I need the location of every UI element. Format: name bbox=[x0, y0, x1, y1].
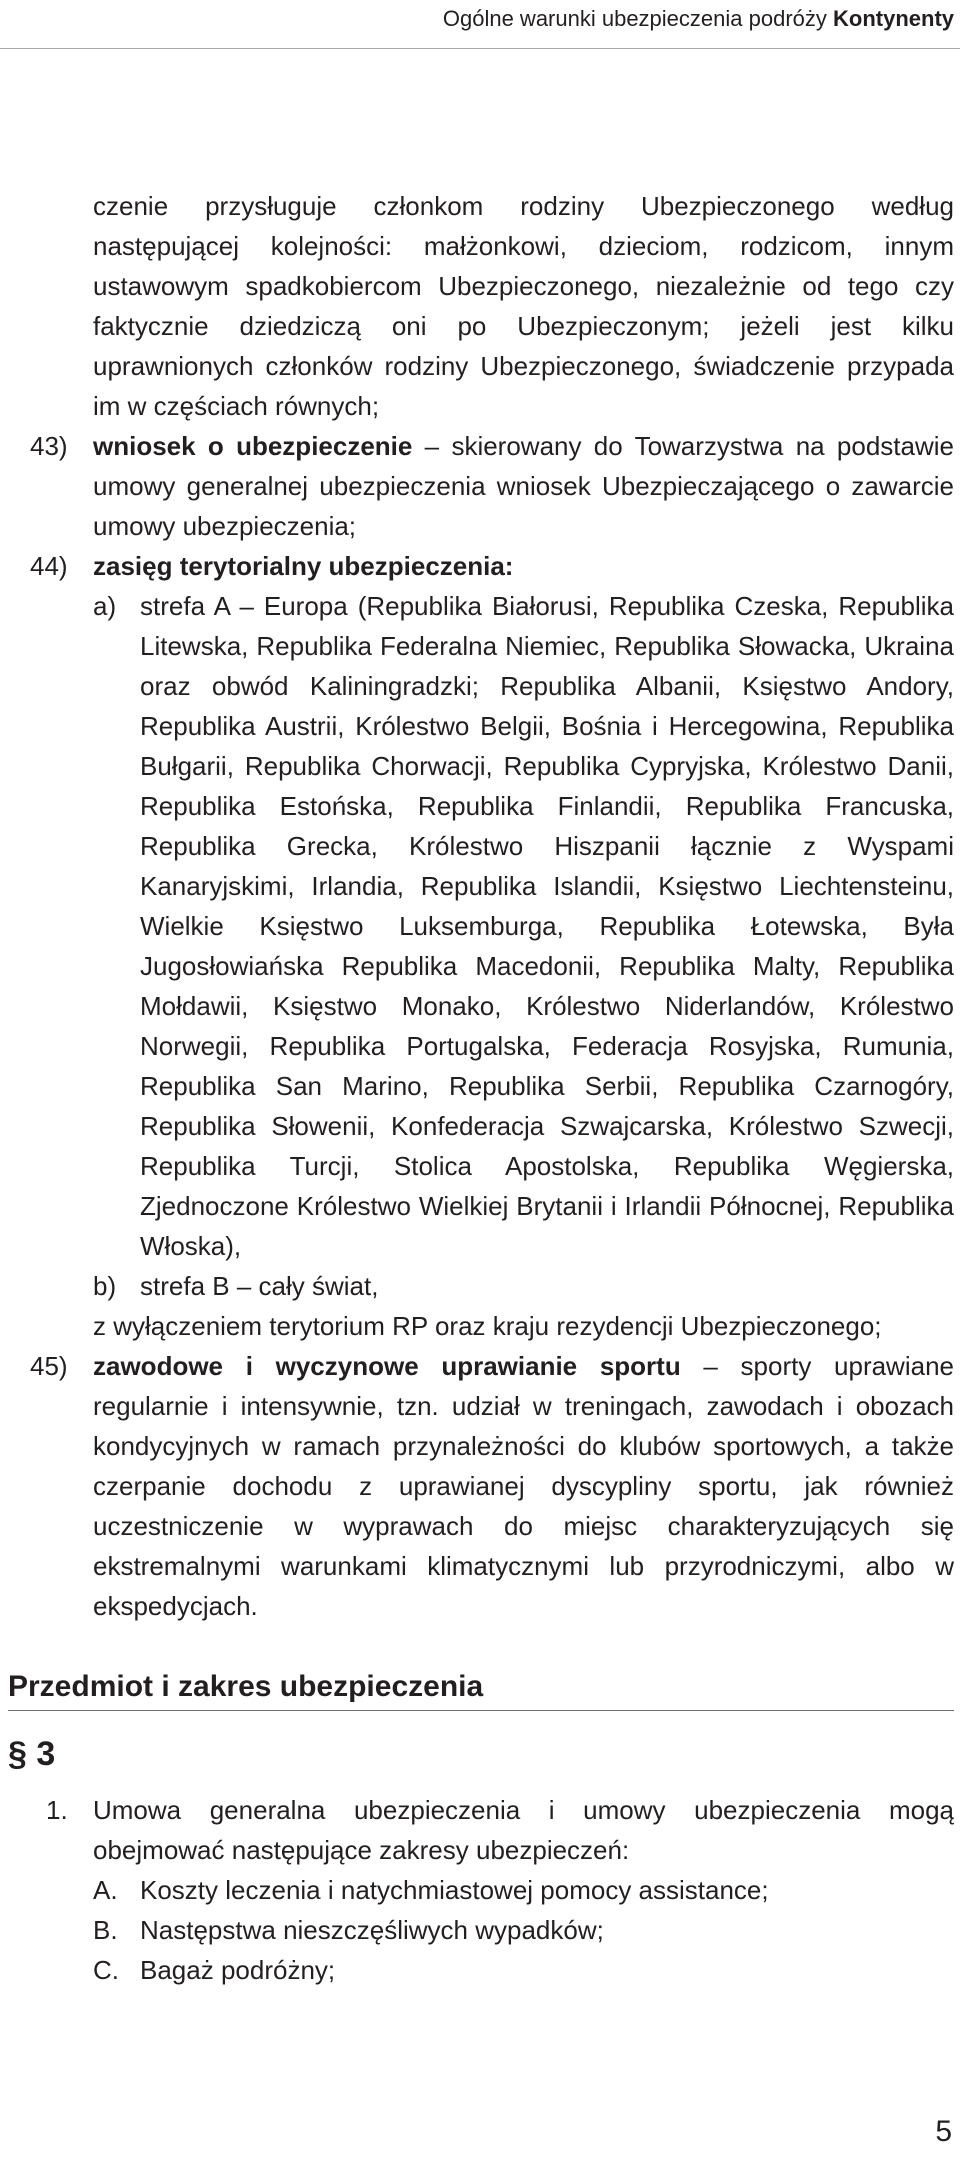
zone-text: strefa B – cały świat, bbox=[140, 1271, 379, 1301]
definition-term: wniosek o ubezpieczenie bbox=[93, 431, 413, 461]
definition-number: 45) bbox=[30, 1351, 68, 1381]
document-title-regular: Ogólne warunki ubezpieczenia podróży bbox=[442, 6, 833, 31]
definition-text: – skierowany do Towarzystwa na podstawie umowy generalnej ubezpieczenia wniosek Ubezpieczającego o zawarcie umowy ubezpieczenia; bbox=[93, 431, 954, 541]
scope-c bbox=[0, 1950, 960, 1990]
zone-label: a) bbox=[93, 591, 117, 621]
scope-text: Bagaż podróżny; bbox=[140, 1955, 336, 1985]
paragraph-sign: § 3 bbox=[8, 1735, 56, 1773]
definition-45 bbox=[0, 1346, 960, 1626]
zone-b bbox=[0, 1266, 960, 1306]
clause-text: Umowa generalna ubezpieczenia i umowy ubezpieczenia mogą obejmować następujące zakresy ubezpieczeń: bbox=[93, 1795, 954, 1865]
section-heading: Przedmiot i zakres ubezpieczenia bbox=[8, 1668, 954, 1711]
scope-text: Koszty leczenia i natychmiastowej pomocy assistance; bbox=[140, 1875, 769, 1905]
scope-label: C. bbox=[93, 1955, 119, 1985]
zones-exclusion: z wyłączeniem terytorium RP oraz kraju rezydencji Ubezpieczonego; bbox=[93, 1311, 882, 1341]
page-number: 5 bbox=[935, 2115, 952, 2148]
definition-term: zawodowe i wyczynowe uprawianie sportu bbox=[93, 1351, 681, 1381]
definition-43 bbox=[0, 426, 960, 546]
definition-number: 44) bbox=[30, 551, 68, 581]
definition-term: zasięg terytorialny ubezpieczenia: bbox=[93, 551, 514, 581]
definition-text: – sporty uprawiane regularnie i intensywnie, tzn. udział w treningach, zawodach i obozach kondycyjnych w ramach przynależności do klubów sportowych, a także czerpanie dochodu z uprawianej dyscypliny sportu, jak również uczestniczenie w wyprawach do miejsc charakteryzujących się ekstremalnymi warunkami klimatycznymi lub przyrodniczymi, albo w ekspedycjach. bbox=[93, 1351, 954, 1621]
scope-label: A. bbox=[93, 1875, 118, 1905]
continuation-paragraph: czenie przysługuje członkom rodziny Ubezpieczonego według następującej kolejności: małżonkowi, dzieciom, rodzicom, innym ustawowym spadkobiercom Ubezpieczonego, niezależnie od tego czy faktycznie dziedziczą oni po Ubezpieczonym; jeżeli jest kilku uprawnionych członków rodziny Ubezpieczonego, świadczenie przypada im w częściach równych; bbox=[93, 191, 954, 421]
page-header bbox=[0, 0, 960, 49]
clause-list bbox=[0, 1790, 960, 1990]
scope-b bbox=[0, 1910, 960, 1950]
scope-text: Następstwa nieszczęśliwych wypadków; bbox=[140, 1915, 604, 1945]
zone-label: b) bbox=[93, 1271, 117, 1301]
document-title bbox=[443, 6, 954, 32]
definition-44 bbox=[0, 546, 960, 586]
clause-1 bbox=[0, 1790, 960, 1870]
scope-label: B. bbox=[93, 1915, 118, 1945]
definitions-list bbox=[0, 186, 960, 1626]
document-title-bold: Kontynenty bbox=[833, 6, 954, 31]
clause-number: 1. bbox=[46, 1795, 68, 1825]
zone-a bbox=[0, 586, 960, 1266]
scope-a bbox=[0, 1870, 960, 1910]
definition-number: 43) bbox=[30, 431, 68, 461]
zone-text: strefa A – Europa (Republika Białorusi, Republika Czeska, Republika Litewska, Republika Federalna Niemiec, Republika Słowacka, Ukraina oraz obwód Kaliningradzki; Republika Albanii, Księstwo Andory, Republika Austrii, Królestwo Belgii, Bośnia i Hercegowina, Republika Bułgarii, Republika Chorwacji, Republika Cypryjska, Królestwo Danii, Republika Estońska, Republika Finlandii, Republika Francuska, Republika Grecka, Królestwo Hiszpanii łącznie z Wyspami Kanaryjskimi, Irlandia, Republika Islandii, Księstwo Liechtensteinu, Wielkie Księstwo Luksemburga, Republika Łotewska, Była Jugosłowiańska Republika Macedonii, Republika Malty, Republika Mołdawii, Księstwo Monako, Królestwo Niderlandów, Królestwo Norwegii, Republika Portugalska, Federacja Rosyjska, Rumunia, Republika San Marino, Republika Serbii, Republika Czarnogóry, Republika Słowenii, Konfederacja Szwajcarska, Królestwo Szwecji, Republika Turcji, Stolica Apostolska, Republika Węgierska, Zjednoczone Królestwo Wielkiej Brytanii i Irlandii Północnej, Republika Włoska), bbox=[140, 591, 954, 1261]
